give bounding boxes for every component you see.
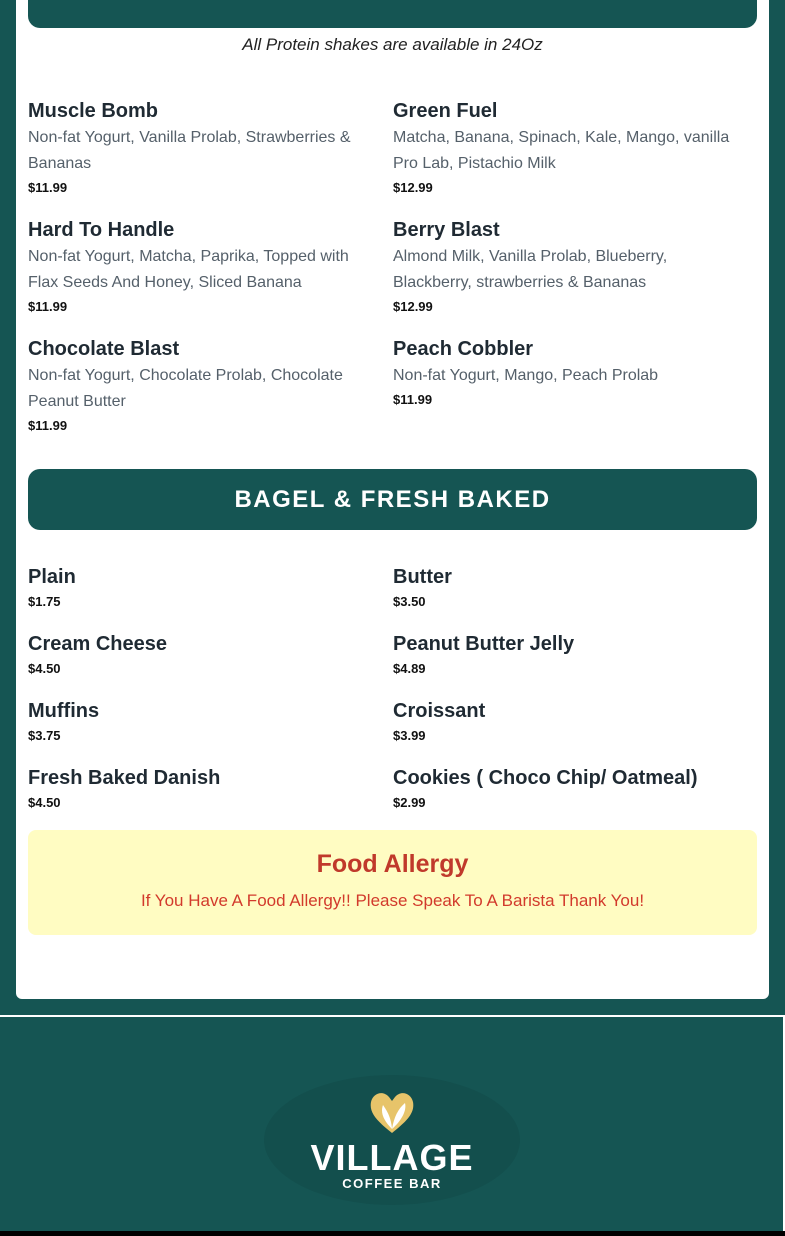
menu-item [28, 337, 373, 435]
menu-item [28, 766, 373, 812]
item-name: Fresh Baked Danish [28, 767, 221, 789]
item-description: Non-fat Yogurt, Matcha, Paprika, Topped with Flax Seeds And Honey, Sliced Banana [28, 248, 349, 291]
bagel-fresh-baked-banner [28, 469, 757, 530]
protein-shakes-banner [28, 0, 757, 28]
item-price: $11.99 [28, 299, 68, 314]
heart-leaf-icon [367, 1089, 417, 1135]
item-price: $3.75 [28, 728, 61, 743]
item-name: Croissant [393, 700, 486, 722]
item-name: Berry Blast [393, 219, 500, 241]
item-name: Peach Cobbler [393, 338, 534, 360]
item-price: $3.99 [393, 728, 426, 743]
menu-card [16, 0, 769, 999]
menu-item [393, 565, 738, 611]
item-name: Hard To Handle [28, 219, 175, 241]
item-price: $3.50 [393, 594, 426, 609]
item-price: $1.75 [28, 594, 61, 609]
item-name: Peanut Butter Jelly [393, 633, 575, 655]
item-name: Cream Cheese [28, 633, 167, 655]
item-price: $12.99 [393, 180, 433, 195]
bagel-section-title: BAGEL & FRESH BAKED [234, 486, 551, 513]
footer-divider [0, 1015, 785, 1017]
menu-item [393, 766, 738, 812]
menu-item [28, 699, 373, 745]
village-coffee-bar-logo[interactable] [264, 1075, 520, 1205]
logo-wordmark: VILLAGE [310, 1137, 474, 1178]
menu-item [28, 632, 373, 678]
item-name: Green Fuel [393, 100, 498, 122]
item-name: Muffins [28, 700, 100, 722]
item-price: $11.99 [393, 392, 433, 407]
logo-subtitle: COFFEE BAR [342, 1176, 442, 1191]
item-description: Non-fat Yogurt, Chocolate Prolab, Chocolate Peanut Butter [28, 367, 343, 410]
item-name: Muscle Bomb [28, 100, 159, 122]
menu-item [28, 99, 373, 197]
menu-item [28, 218, 373, 316]
menu-item [393, 632, 738, 678]
item-name: Plain [28, 566, 76, 588]
allergy-message: If You Have A Food Allergy!! Please Speak To A Barista Thank You! [140, 891, 645, 910]
item-price: $4.50 [28, 795, 61, 810]
footer-bottom-bar [0, 1231, 785, 1236]
item-description: Almond Milk, Vanilla Prolab, Blueberry, Blackberry, strawberries & Bananas [393, 248, 668, 291]
menu-item [393, 218, 738, 316]
item-name: Butter [393, 566, 452, 588]
food-allergy-notice [28, 830, 757, 935]
item-price: $4.89 [393, 661, 426, 676]
item-price: $11.99 [28, 418, 68, 433]
item-price: $12.99 [393, 299, 433, 314]
menu-item [393, 699, 738, 745]
item-price: $4.50 [28, 661, 61, 676]
item-description: Non-fat Yogurt, Mango, Peach Prolab [393, 367, 659, 384]
item-price: $11.99 [28, 180, 68, 195]
menu-item [393, 99, 738, 197]
item-description: Matcha, Banana, Spinach, Kale, Mango, vanilla Pro Lab, Pistachio Milk [393, 129, 730, 172]
item-name: Chocolate Blast [28, 338, 180, 360]
item-price: $2.99 [393, 795, 426, 810]
item-description: Non-fat Yogurt, Vanilla Prolab, Strawberries & Bananas [28, 129, 351, 172]
protein-shakes-subtitle: All Protein shakes are available in 24Oz [242, 35, 543, 54]
menu-item [393, 337, 738, 409]
item-name: Cookies ( Choco Chip/ Oatmeal) [393, 767, 698, 789]
allergy-title: Food Allergy [316, 850, 469, 878]
menu-item [28, 565, 373, 611]
